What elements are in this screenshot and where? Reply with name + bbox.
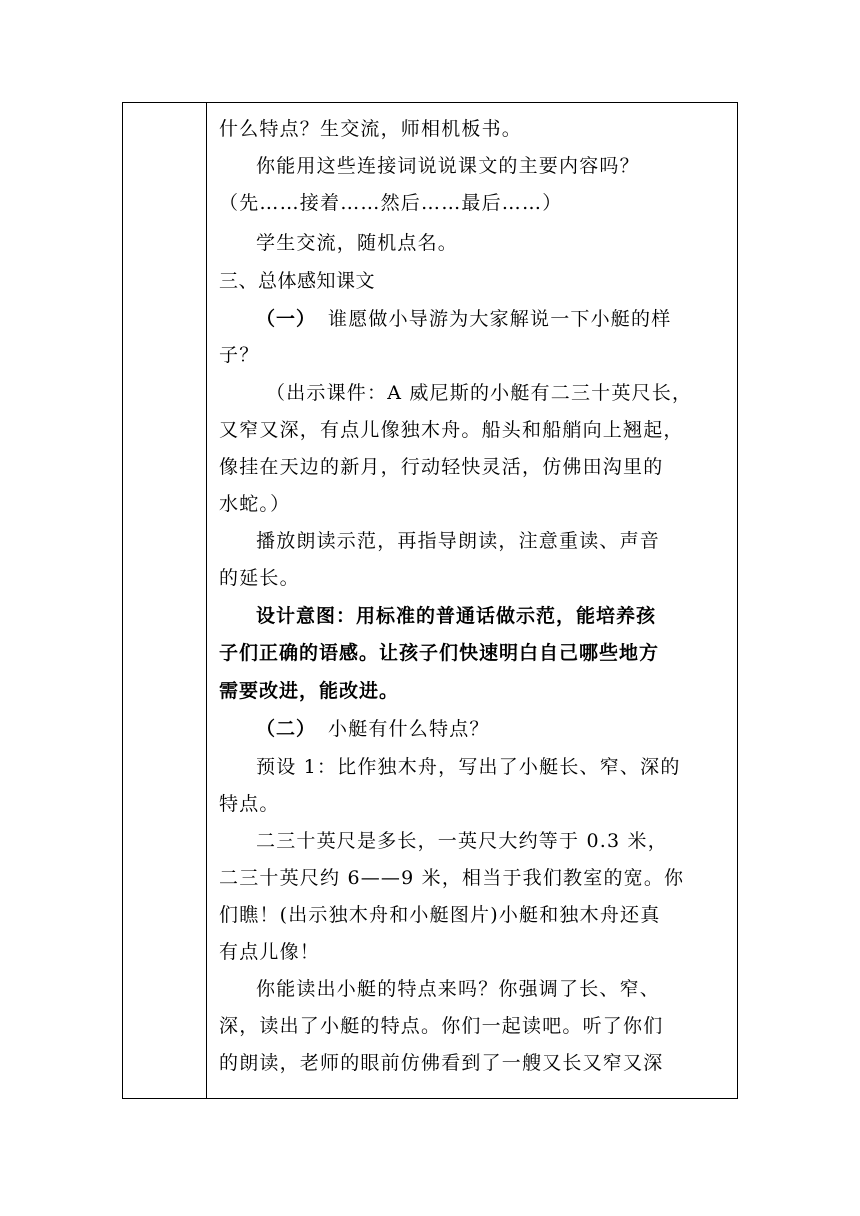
section-heading: 三、总体感知课文 [219, 270, 376, 292]
text-line: 有点儿像！ [219, 941, 321, 963]
text-line: 二三十英尺是多长，一英尺大约等于 0.3 米， [256, 830, 668, 852]
text-line: 小艇有什么特点？ [328, 718, 490, 740]
text-line: 二三十英尺约 6——9 米，相当于我们教室的宽。你 [219, 867, 685, 889]
text-line: 们瞧！(出示独木舟和小艇图片)小艇和独木舟还真 [219, 904, 661, 926]
text-line: 深，读出了小艇的特点。你们一起读吧。听了你们 [219, 1015, 664, 1037]
text-line: 的延长。 [219, 567, 300, 589]
content-cell [208, 103, 737, 1098]
subsection-marker: （一） [256, 308, 317, 330]
design-intent-text: 需要改进，能改进。 [219, 680, 400, 702]
text-line: 特点。 [219, 793, 280, 815]
text-line: 什么特点？生交流，师相机板书。 [219, 118, 523, 140]
text-line: 又窄又深，有点儿像独木舟。船头和船艄向上翘起， [219, 419, 684, 441]
lesson-table [122, 102, 738, 1099]
text-line: （出示课件：A 威尼斯的小艇有二三十英尺长， [266, 382, 693, 404]
text-line: 水蛇。） [219, 493, 291, 515]
text-line: 预设 1：比作独木舟，写出了小艇长、窄、深的 [256, 756, 681, 778]
text-line: 像挂在天边的新月，行动轻快灵活，仿佛田沟里的 [219, 456, 664, 478]
design-intent-text: 子们正确的语感。让孩子们快速明白自己哪些地方 [219, 642, 660, 664]
text-line: 播放朗读示范，再指导朗读，注意重读、声音 [256, 530, 661, 552]
design-intent-text: 设计意图：用标准的普通话做示范，能培养孩 [256, 605, 657, 627]
text-line: （先……接着……然后……最后……） [219, 192, 563, 214]
text-line: 子？ [219, 344, 260, 366]
text-line: 你能用这些连接词说说课文的主要内容吗？ [256, 155, 640, 177]
text-line: 你能读出小艇的特点来吗？你强调了长、窄、 [256, 978, 661, 1000]
subsection-marker: （二） [256, 718, 317, 740]
text-line: 的朗读，老师的眼前仿佛看到了一艘又长又窄又深 [219, 1052, 664, 1074]
text-line: 谁愿做小导游为大家解说一下小艇的样 [328, 308, 672, 330]
left-column-cell [123, 103, 207, 1098]
text-line: 学生交流，随机点名。 [256, 232, 459, 254]
